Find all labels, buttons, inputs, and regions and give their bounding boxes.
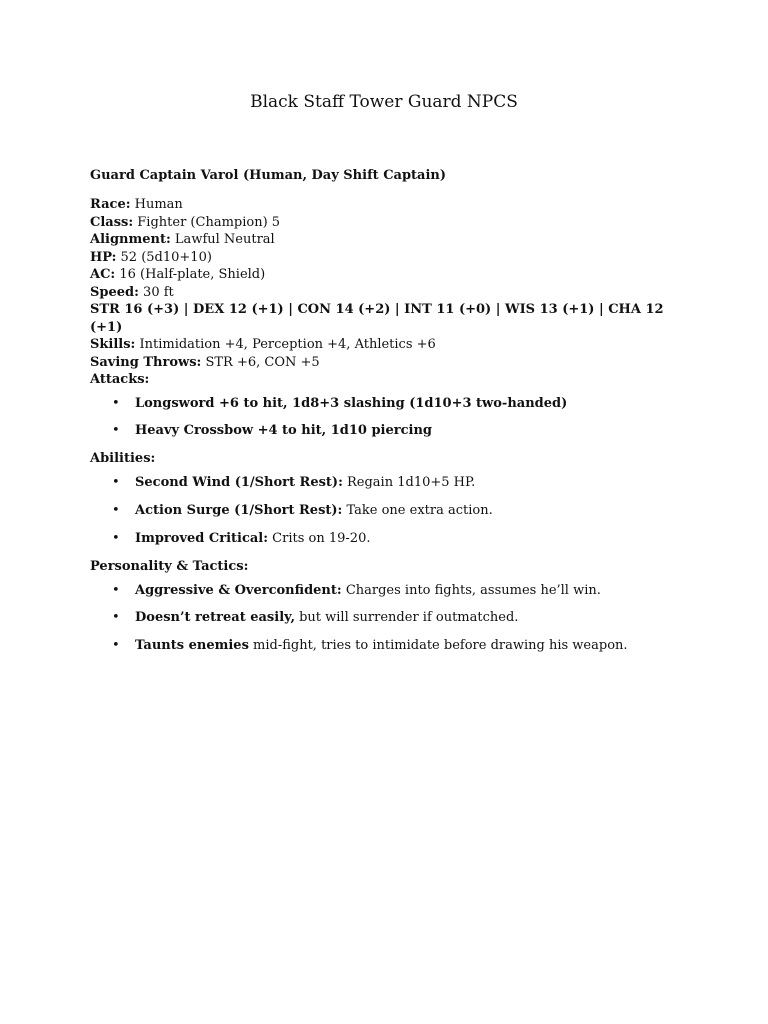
item-label: Taunts enemies: [135, 637, 249, 653]
ability-scores-text: STR 16 (+3) | DEX 12 (+1) | CON 14 (+2) | INT 11 (+0) | WIS 13 (+1) | CHA 12 (+1): [90, 302, 664, 335]
item-label: Doesn’t retreat easily,: [135, 610, 295, 625]
npc-name: Guard Captain Varol (Human, Day Shift Captain): [90, 168, 447, 183]
attacks-label: [90, 371, 680, 389]
stat-value: 30 ft: [138, 284, 174, 300]
item-value: Crits on 19-20.: [268, 530, 371, 546]
stat-ac: [90, 266, 680, 284]
stat-skills: [90, 336, 680, 354]
stats-list: [90, 196, 680, 389]
stat-label: Saving Throws:: [90, 354, 202, 370]
list-item: [135, 422, 680, 440]
item-label: Aggressive & Overconfident:: [135, 582, 342, 598]
tactics-label: Personality & Tactics:: [90, 558, 249, 574]
page-title: Black Staff Tower Guard NPCS: [250, 92, 518, 112]
stat-hp: [90, 249, 680, 267]
npc-statblock: [90, 167, 680, 664]
item-label: Second Wind (1/Short Rest):: [135, 474, 343, 490]
item-value: Take one extra action.: [342, 502, 493, 518]
attacks-list: [90, 395, 680, 441]
item-value: but will surrender if outmatched.: [294, 610, 519, 625]
stat-value: 52 (5d10+10): [116, 249, 212, 265]
item-value: mid-fight, tries to intimidate before drawing his weapon.: [248, 637, 628, 653]
list-item: [135, 609, 680, 627]
stat-value: Human: [130, 197, 183, 212]
stat-value: Fighter (Champion) 5: [133, 214, 281, 230]
stat-class: [90, 214, 680, 232]
list-item: [135, 395, 680, 413]
list-item: [135, 582, 680, 600]
stat-value: Intimidation +4, Perception +4, Athletics +6: [135, 337, 436, 352]
stat-label: Speed:: [90, 284, 139, 300]
stat-label: Class:: [90, 214, 134, 230]
attack-text: Longsword +6 to hit, 1d8+3 slashing (1d10+3 two-handed): [135, 395, 568, 411]
stat-label: Alignment:: [90, 232, 171, 247]
stat-value: Lawful Neutral: [170, 232, 275, 247]
list-item: [135, 530, 680, 548]
list-item: [135, 502, 680, 520]
stat-value: STR +6, CON +5: [201, 354, 320, 370]
stat-label: AC:: [90, 267, 116, 282]
section-label: Attacks:: [90, 372, 150, 387]
stat-race: [90, 196, 680, 214]
item-value: Charges into fights, assumes he’ll win.: [341, 582, 601, 598]
list-item: [135, 474, 680, 492]
item-value: Regain 1d10+5 HP.: [342, 474, 476, 490]
stat-label: HP:: [90, 249, 117, 265]
stat-saving-throws: [90, 354, 680, 372]
stat-speed: [90, 284, 680, 302]
item-label: Action Surge (1/Short Rest):: [135, 502, 343, 518]
abilities-label: Abilities:: [90, 450, 156, 466]
stat-value: 16 (Half-plate, Shield): [115, 267, 266, 282]
tactics-list: [90, 582, 680, 655]
ability-scores: [90, 301, 680, 336]
item-label: Improved Critical:: [135, 530, 269, 546]
attack-text: Heavy Crossbow +4 to hit, 1d10 piercing: [135, 423, 433, 438]
list-item: [135, 637, 680, 655]
stat-label: Skills:: [90, 337, 136, 352]
stat-alignment: [90, 231, 680, 249]
stat-label: Race:: [90, 197, 131, 212]
abilities-list: [90, 474, 680, 548]
